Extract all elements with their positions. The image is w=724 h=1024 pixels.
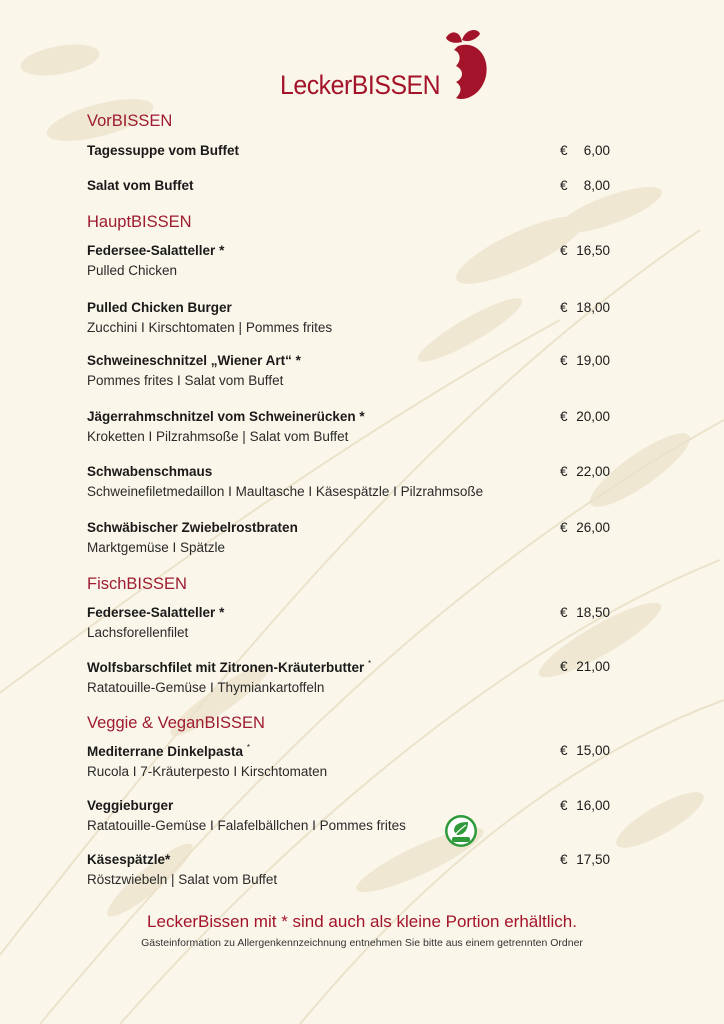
apple-logo-icon: [426, 26, 490, 102]
menu-item: [87, 353, 612, 388]
item-price: € 15,00: [560, 743, 610, 758]
item-description: Ratatouille-Gemüse I Thymiankartoffeln: [87, 680, 325, 695]
item-price: € 8,00: [560, 178, 610, 193]
item-name: Mediterrane Dinkelpasta *: [87, 743, 250, 759]
section-title-hauptbissen: HauptBISSEN: [87, 213, 192, 231]
item-name: Schwabenschmaus: [87, 464, 213, 479]
section-title-fischbissen: FischBISSEN: [87, 575, 187, 593]
menu-item: [87, 605, 612, 640]
portion-mark: *: [246, 743, 250, 752]
item-price: € 20,00: [560, 409, 610, 424]
portion-mark: *: [368, 659, 372, 668]
item-price: € 16,50: [560, 243, 610, 258]
item-name: Schwäbischer Zwiebelrostbraten: [87, 520, 298, 535]
item-description: Ratatouille-Gemüse I Falafelbällchen I Pommes frites: [87, 818, 406, 833]
menu-item: [87, 798, 612, 833]
item-description: Schweinefiletmedaillon I Maultasche I Käsespätzle I Pilzrahmsoße: [87, 484, 484, 499]
item-description: Röstzwiebeln | Salat vom Buffet: [87, 872, 278, 887]
menu-item: [87, 464, 612, 499]
item-price: € 6,00: [560, 143, 610, 158]
vegan-leaf-icon: [444, 814, 478, 848]
item-description: Zucchini I Kirschtomaten | Pommes frites: [87, 320, 333, 335]
menu-item: [87, 243, 612, 278]
item-name: Käsespätzle*: [87, 852, 171, 867]
item-name: Veggieburger: [87, 798, 174, 813]
menu-item: [87, 178, 612, 193]
item-price: € 18,50: [560, 605, 610, 620]
item-name: Tagessuppe vom Buffet: [87, 143, 240, 158]
menu-item: [87, 300, 612, 335]
item-name: Wolfsbarschfilet mit Zitronen-Kräuterbutter *: [87, 659, 372, 675]
item-price: € 22,00: [560, 464, 610, 479]
item-price: € 21,00: [560, 659, 610, 674]
item-name: Federsee-Salatteller *: [87, 243, 225, 258]
item-description: Pommes frites I Salat vom Buffet: [87, 373, 284, 388]
item-price: € 16,00: [560, 798, 610, 813]
allergen-info: Gästeinformation zu Allergenkennzeichnung entnehmen Sie bitte aus einem getrennten Ordner: [141, 937, 583, 949]
small-portion-note: LeckerBissen mit * sind auch als kleine Portion erhältlich.: [147, 912, 577, 931]
item-description: Marktgemüse I Spätzle: [87, 540, 226, 555]
item-price: € 17,50: [560, 852, 610, 867]
menu-item: [87, 409, 612, 444]
item-name: Federsee-Salatteller *: [87, 605, 225, 620]
item-name: Jägerrahmschnitzel vom Schweinerücken *: [87, 409, 365, 424]
menu-item: [87, 852, 612, 887]
menu-item: [87, 743, 612, 779]
brand-name: LeckerBISSEN: [280, 70, 441, 100]
menu-item: [87, 143, 612, 158]
menu-item: [87, 520, 612, 555]
item-name: Salat vom Buffet: [87, 178, 194, 193]
item-description: Lachsforellenfilet: [87, 625, 189, 640]
item-name: Schweineschnitzel „Wiener Art“ *: [87, 353, 301, 368]
item-price: € 26,00: [560, 520, 610, 535]
brand-logo: [280, 26, 490, 102]
item-description: Pulled Chicken: [87, 263, 178, 278]
item-price: € 19,00: [560, 353, 610, 368]
section-title-vorbissen: VorBISSEN: [87, 112, 173, 130]
item-description: Kroketten I Pilzrahmsoße | Salat vom Buffet: [87, 429, 349, 444]
section-title-veggie-veganbissen: Veggie & VeganBISSEN: [87, 714, 265, 732]
menu-item: [87, 659, 612, 695]
item-description: Rucola I 7-Kräuterpesto I Kirschtomaten: [87, 764, 328, 779]
item-price: € 18,00: [560, 300, 610, 315]
item-name: Pulled Chicken Burger: [87, 300, 232, 315]
